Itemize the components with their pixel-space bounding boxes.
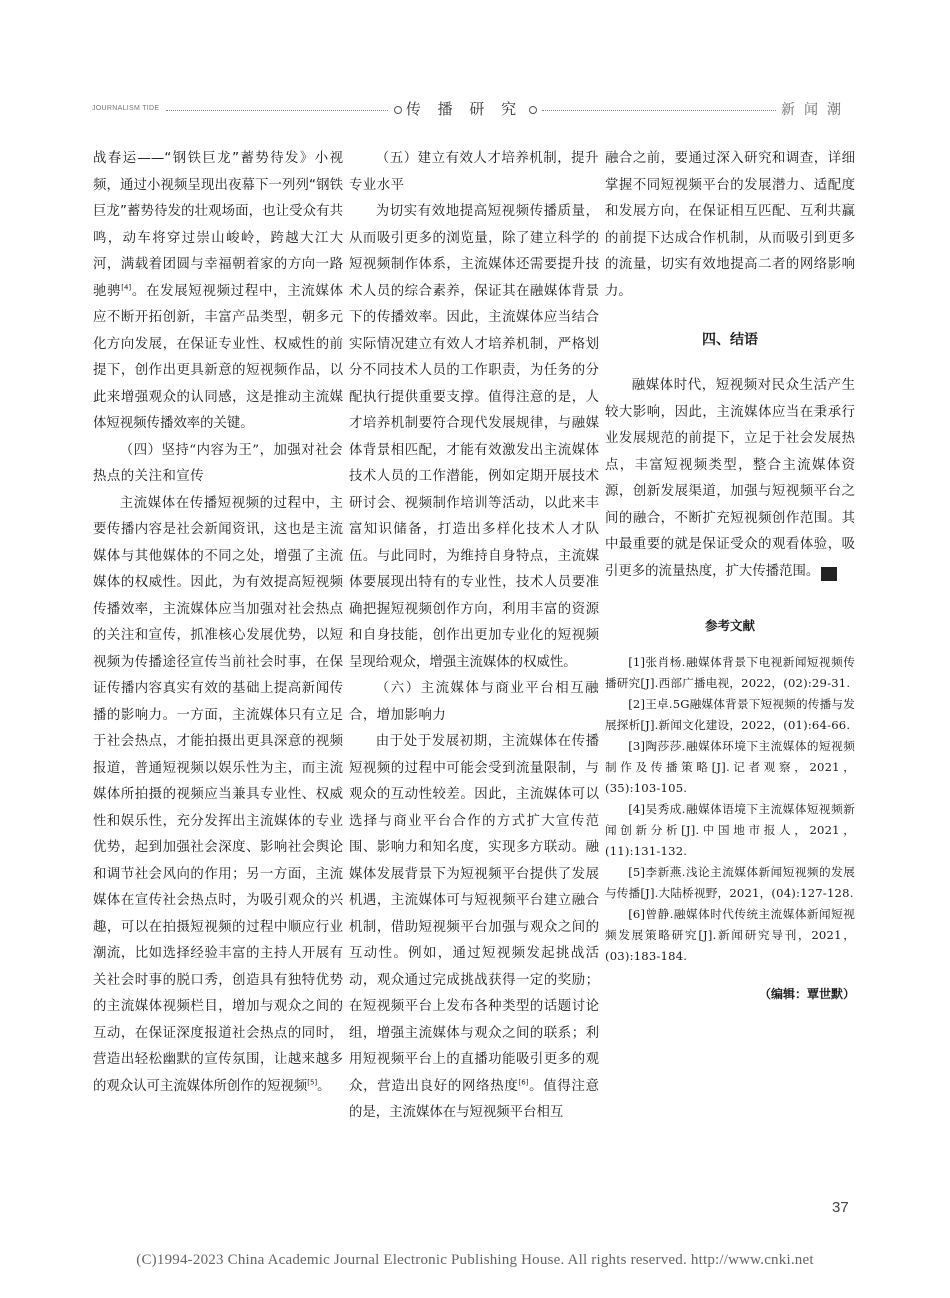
reference-item: [2]王卓.5G融媒体背景下短视频的传播与发展探析[J].新闻文化建设，2022，(01):64-66. xyxy=(605,696,855,732)
journal-name-en: JOURNALISM TIDE xyxy=(92,105,160,112)
paragraph: 融媒体时代，短视频对民众生活产生较大影响，因此，主流媒体应当在秉承行业发展规范的前提下，立足于社会发展热点，丰富短视频类型，整合主流媒体资源，创新发展渠道，加强与短视频平台之间的融合，不断扩充短视频创作范围。其中最重要的就是保证受众的观看体验，吸引更多的流量热度，扩大传播范围。 新 xyxy=(605,378,859,579)
references-list xyxy=(605,652,855,967)
subheading-6: （六）主流媒体与商业平台相互融合，增加影响力 xyxy=(349,681,599,723)
column-3 xyxy=(605,146,859,1007)
paragraph: 主流媒体在传播短视频的过程中，主要传播内容是社会新闻资讯，这也是主流媒体与其他媒体的不同之处，增强了主流媒体的权威性。因此，为有效提高短视频传播效率，主流媒体应当加强对社会热点的关注和宣传，抓准核心发展优势，以短视频为传播途径宣传当前社会时事，在保证传播内容真实有效的基础上提高新闻传播的影响力。一方面，主流媒体只有立足于社会热点，才能拍摄出更具深意的视频报道，普通短视频以娱乐性为主，而主流媒体所拍摄的视频应当兼具专业性、权威性和娱乐性，充分发挥出主流媒体的专业优势，起到加强社会深度、影响社会舆论和调节社会风向的作用；另一方面，主流媒体在宣传社会热点时，为吸引观众的兴趣，可以在拍摄短视频的过程中顺应行业潮流，比如选择经验丰富的主持人开展有关社会时事的脱口秀，创造具有独特优势的主流媒体视频栏目，增加与观众之间的互动，在保证深度报道社会热点的同时，营造出轻松幽默的宣传氛围，让越来越多的观众认可主流媒体所创作的短视频[5]。 xyxy=(93,495,343,1094)
column-2 xyxy=(349,146,599,1127)
subheading-4: （四）坚持“内容为王”，加强对社会热点的关注和宣传 xyxy=(93,442,343,484)
references-title: 参考文献 xyxy=(704,618,755,633)
citation-ref: [4] xyxy=(121,283,132,292)
reference-item: [6]曾静.融媒体时代传统主流媒体新闻短视频发展策略研究[J].新闻研究导刊，2021，(03):183-184. xyxy=(605,906,855,963)
column-1 xyxy=(93,146,343,1100)
section-heading: 四、结语 xyxy=(702,332,758,348)
citation-ref: [6] xyxy=(518,1078,529,1087)
paragraph: 战春运——“钢铁巨龙”蓄势待发》小视频，通过小视频呈现出夜幕下一列列“钢铁巨龙”蓄势待发的壮观场面，也让受众有共鸣，动车将穿过崇山峻岭，跨越大江大河，满载着团圆与幸福朝着家的方向一路驰骋[4]。在发展短视频过程中，主流媒体应不断开拓创新，丰富产品类型，朝多元化方向发展，在保证专业性、权威性的前提下，创作出更具新意的短视频作品，以此来增强观众的认同感，这是推动主流媒体短视频传播效率的关键。 xyxy=(93,151,344,431)
page-number: 37 xyxy=(832,1199,849,1216)
circle-ornament-icon xyxy=(529,106,537,114)
copyright-footer: (C)1994-2023 China Academic Journal Electronic Publishing House. All rights reserved. http://www.cnki.net xyxy=(136,1252,814,1268)
end-mark-icon: 新 xyxy=(821,567,837,581)
reference-item: [4]吴秀成.融媒体语境下主流媒体短视频新闻创新分析[J].中国地市报人，2021，(11):131-132. xyxy=(605,801,855,858)
section-title: 传 播 研 究 xyxy=(405,100,523,118)
paragraph: 为切实有效地提高短视频传播质量，从而吸引更多的浏览量，除了建立科学的短视频制作体系，主流媒体还需要提升技术人员的综合素养，保证其在融媒体背景下的传播效率。因此，主流媒体应当结合实际情况建立有效人才培养机制，严格划分不同技术人员的工作职责，为任务的分配执行提供重要支撑。值得注意的是，人才培养机制要符合现代发展规律，与融媒体背景相匹配，才能有效激发出主流媒体技术人员的工作潜能，例如定期开展技术研讨会、视频制作培训等活动，以此来丰富知识储备，打造出多样化技术人才队伍。与此同时，为维持自身特点，主流媒体要展现出特有的专业性，技术人员要准确把握短视频创作方向，利用丰富的资源和自身技能，创作出更加专业化的短视频呈现给观众，增强主流媒体的权威性。 xyxy=(349,204,599,670)
header-dotted-rule-left xyxy=(166,110,388,111)
reference-item: [1]张肖杨.融媒体背景下电视新闻短视频传播研究[J].西部广播电视，2022，(02):29-31. xyxy=(605,654,855,690)
journal-name-cn: 新闻潮 xyxy=(781,102,850,118)
editor-credit: （编辑：覃世默） xyxy=(758,986,855,1001)
paragraph: 融合之前，要通过深入研究和调查，详细掌握不同短视频平台的发展潜力、适配度和发展方向，在保证相互匹配、互利共赢的前提下达成合作机制，从而吸引到更多的流量，切实有效地提高二者的网络影响力。 xyxy=(605,151,855,299)
running-header xyxy=(92,98,850,124)
subheading-5: （五）建立有效人才培养机制，提升专业水平 xyxy=(349,151,599,193)
reference-item: [3]陶莎莎.融媒体环境下主流媒体的短视频制作及传播策略[J].记者观察，2021，(35):103-105. xyxy=(605,738,855,795)
paragraph: 由于处于发展初期，主流媒体在传播短视频的过程中可能会受到流量限制，与观众的互动性较差。因此，主流媒体可以选择与商业平台合作的方式扩大宣传范围、影响力和知名度，实现多方联动。融媒体发展背景下为短视频平台提供了发展机遇，主流媒体可与短视频平台建立融合机制，借助短视频平台加强与观众之间的互动性。例如，通过短视频发起挑战活动，观众通过完成挑战获得一定的奖励；在短视频平台上发布各种类型的话题讨论组，增强主流媒体与观众之间的联系；利用短视频平台上的直播功能吸引更多的观众，营造出良好的网络热度[6]。值得注意的是，主流媒体在与短视频平台相互 xyxy=(349,734,600,1120)
reference-item: [5]李新燕.浅论主流媒体新闻短视频的发展与传播[J].大陆桥视野，2021，(04):127-128. xyxy=(605,864,855,900)
header-dotted-rule-right xyxy=(542,110,776,111)
citation-ref: [5] xyxy=(307,1078,318,1087)
